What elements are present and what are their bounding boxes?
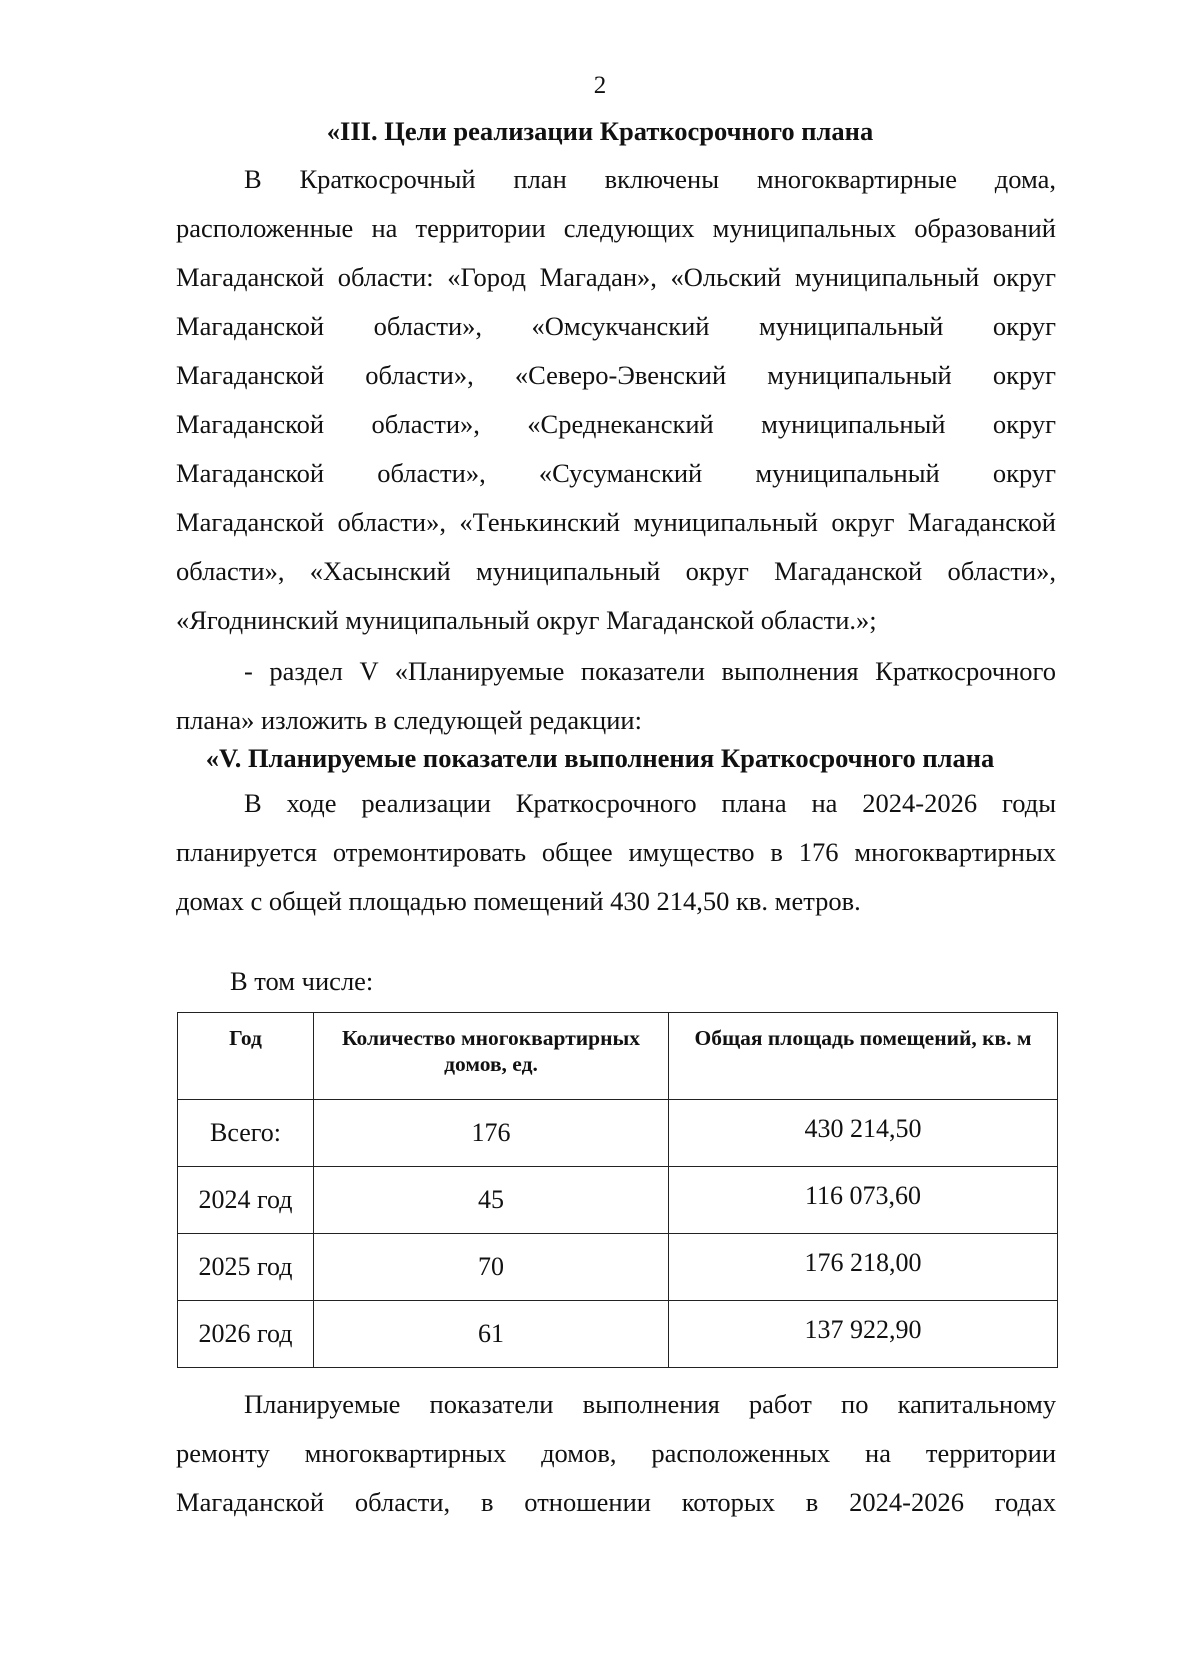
table-header-row — [178, 1013, 1058, 1100]
paragraph-line: Магаданской области», «Сусуманский муниципальный округ — [176, 458, 1056, 488]
cell-year: 2026 год — [178, 1301, 314, 1368]
section-5-paragraph — [176, 779, 1056, 926]
cell-count: 70 — [314, 1234, 669, 1301]
table-row — [178, 1167, 1058, 1234]
section-5-heading: «V. Планируемые показатели выполнения Краткосрочного плана — [205, 743, 995, 773]
column-header-year: Год — [178, 1013, 314, 1100]
section-3-heading: «III. Цели реализации Краткосрочного плана — [326, 116, 874, 146]
paragraph-line: планируется отремонтировать общее имущество в 176 многоквартирных — [176, 837, 1056, 867]
table-row — [178, 1234, 1058, 1301]
table-row — [178, 1301, 1058, 1368]
cell-year: 2025 год — [178, 1234, 314, 1301]
paragraph-line: области», «Хасынский муниципальный округ Магаданской области», — [176, 556, 1056, 586]
paragraph-line: Магаданской области: «Город Магадан», «Ольский муниципальный округ — [176, 262, 1056, 292]
paragraph-line: «Ягоднинский муниципальный округ Магаданской области.»; — [176, 605, 877, 635]
column-header-area: Общая площадь помещений, кв. м — [669, 1013, 1058, 1100]
paragraph-line: домах с общей площадью помещений 430 214,50 кв. метров. — [176, 886, 861, 916]
cell-area: 137 922,90 — [669, 1301, 1058, 1368]
amendment-paragraph — [176, 647, 1056, 745]
including-label: В том числе: — [230, 966, 374, 996]
cell-area: 176 218,00 — [669, 1234, 1058, 1301]
paragraph-line: Магаданской области, в отношении которых в 2024-2026 годах — [176, 1487, 1056, 1517]
paragraph-line: В Краткосрочный план включены многоквартирные дома, — [244, 164, 1056, 194]
paragraph-line: В ходе реализации Краткосрочного плана на 2024-2026 годы — [244, 788, 1056, 818]
cell-year: Всего: — [178, 1100, 314, 1167]
cell-count: 45 — [314, 1167, 669, 1234]
cell-year: 2024 год — [178, 1167, 314, 1234]
column-header-count: Количество многоквартирных домов, ед. — [314, 1013, 669, 1100]
paragraph-line: Магаданской области», «Северо-Эвенский муниципальный округ — [176, 360, 1056, 390]
paragraph-line: Магаданской области», «Омсукчанский муниципальный округ — [176, 311, 1056, 341]
paragraph-line: Планируемые показатели выполнения работ по капитальному — [244, 1389, 1056, 1419]
cell-count: 176 — [314, 1100, 669, 1167]
cell-area: 430 214,50 — [669, 1100, 1058, 1167]
cell-area: 116 073,60 — [669, 1167, 1058, 1234]
table-row — [178, 1100, 1058, 1167]
paragraph-line: плана» изложить в следующей редакции: — [176, 705, 642, 735]
paragraph-line: ремонту многоквартирных домов, расположенных на территории — [176, 1438, 1056, 1468]
paragraph-line: расположенные на территории следующих муниципальных образований — [176, 213, 1056, 243]
section-3-paragraph — [176, 155, 1056, 645]
paragraph-line: - раздел V «Планируемые показатели выполнения Краткосрочного — [244, 656, 1056, 686]
cell-count: 61 — [314, 1301, 669, 1368]
closing-paragraph — [176, 1380, 1056, 1527]
page-number: 2 — [593, 72, 607, 99]
paragraph-line: Магаданской области», «Среднеканский муниципальный округ — [176, 409, 1056, 439]
paragraph-line: Магаданской области», «Тенькинский муниципальный округ Магаданской — [176, 507, 1056, 537]
indicators-table — [177, 1012, 1058, 1368]
